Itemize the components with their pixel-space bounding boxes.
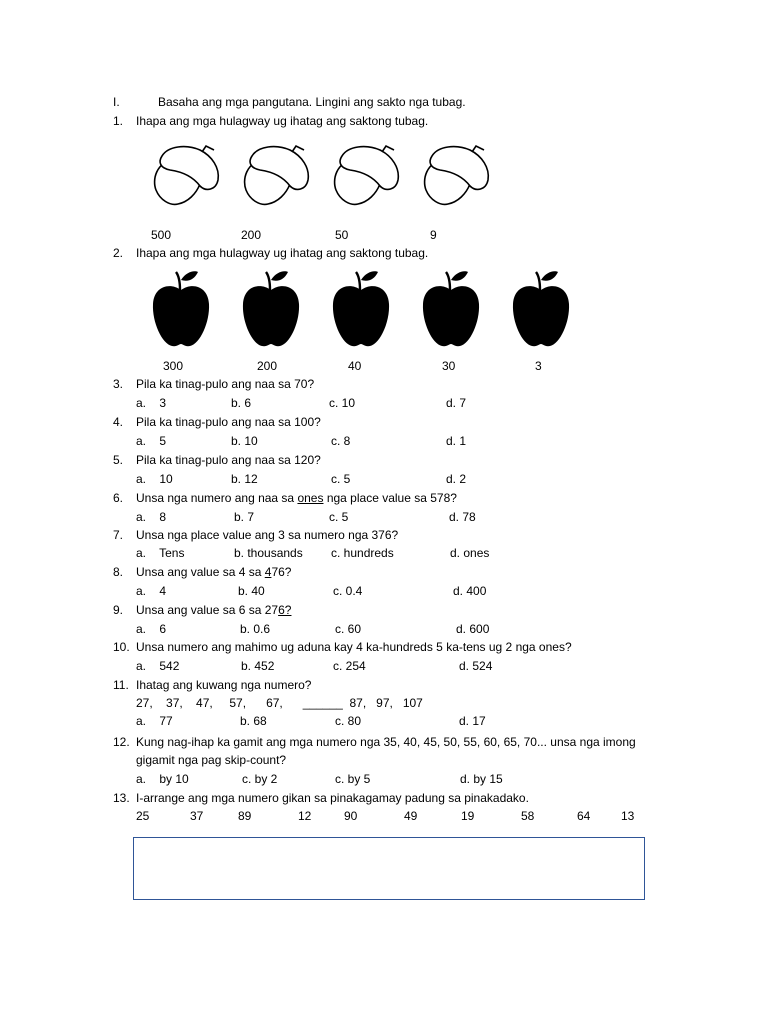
q11-sequence: 27, 37, 47, 57, 67, ______ 87, 97, 107 [136, 696, 423, 710]
q10-text: Unsa numero ang mahimo ug aduna kay 4 ka-hundreds 5 ka-tens ug 2 nga ones? [136, 640, 572, 654]
q3-text: Pila ka tinag-pulo ang naa sa 70? [136, 377, 315, 391]
q13-text: I-arrange ang mga numero gikan sa pinakagamay padung sa pinakadako. [136, 791, 529, 805]
q13-number: 13. [113, 791, 130, 805]
q4-number: 4. [113, 415, 124, 429]
q2-number: 2. [113, 246, 124, 260]
q6-option-c[interactable]: c. 5 [329, 510, 349, 524]
q13-number-item: 13 [621, 809, 635, 823]
q2-choice[interactable]: 200 [257, 359, 278, 373]
q10-option-b[interactable]: b. 452 [241, 659, 275, 673]
q13-number-item: 89 [238, 809, 252, 823]
q1-choice[interactable]: 500 [151, 228, 172, 242]
acorn-icon [155, 146, 219, 204]
q12-option-a[interactable]: a. by 10 [136, 772, 189, 786]
q13-number-item: 90 [344, 809, 358, 823]
q6-option-a[interactable]: a. 8 [136, 510, 167, 524]
q1-choice[interactable]: 200 [241, 228, 262, 242]
q8-text: Unsa ang value sa 4 sa 476? [136, 565, 292, 579]
q12-option-c[interactable]: c. by 5 [335, 772, 371, 786]
acorn-icon [335, 146, 399, 204]
q11-option-b[interactable]: b. 68 [240, 714, 267, 728]
q11-number: 11. [113, 678, 129, 692]
q11-option-d[interactable]: d. 17 [459, 714, 486, 728]
q1-choice[interactable]: 50 [335, 228, 349, 242]
acorn-icon [245, 146, 309, 204]
section-numeral: I. [113, 95, 120, 109]
q8-option-b[interactable]: b. 40 [238, 584, 265, 598]
q2-choice[interactable]: 300 [163, 359, 184, 373]
q9-option-a[interactable]: a. 6 [136, 622, 167, 636]
apple-icon [423, 271, 479, 346]
apple-row [145, 268, 585, 350]
q10-number: 10. [113, 640, 130, 654]
q9-option-c[interactable]: c. 60 [335, 622, 362, 636]
q8-option-a[interactable]: a. 4 [136, 584, 167, 598]
q7-option-d[interactable]: d. ones [450, 546, 490, 560]
apple-icon [243, 271, 299, 346]
q5-number: 5. [113, 453, 124, 467]
q8-option-c[interactable]: c. 0.4 [333, 584, 363, 598]
q3-option-c[interactable]: c. 10 [329, 396, 356, 410]
q1-choice[interactable]: 9 [430, 228, 437, 242]
q7-option-c[interactable]: c. hundreds [331, 546, 394, 560]
q4-option-d[interactable]: d. 1 [446, 434, 467, 448]
q7-text: Unsa nga place value ang 3 sa numero nga 376? [136, 528, 399, 542]
q6-text: Unsa nga numero ang naa sa ones nga place value sa 578? [136, 491, 457, 505]
acorn-row [140, 140, 500, 210]
q13-number-item: 58 [521, 809, 535, 823]
q1-text: Ihapa ang mga hulagway ug ihatag ang saktong tubag. [136, 114, 429, 128]
q7-option-a[interactable]: a. Tens [136, 546, 185, 560]
q4-option-b[interactable]: b. 10 [231, 434, 258, 448]
q5-option-b[interactable]: b. 12 [231, 472, 258, 486]
q6-number: 6. [113, 491, 124, 505]
q10-option-d[interactable]: d. 524 [459, 659, 493, 673]
q5-option-d[interactable]: d. 2 [446, 472, 467, 486]
underlined-digit: 6? [278, 603, 292, 617]
q3-option-b[interactable]: b. 6 [231, 396, 252, 410]
q10-option-c[interactable]: c. 254 [333, 659, 366, 673]
q3-option-d[interactable]: d. 7 [446, 396, 467, 410]
q8-number: 8. [113, 565, 124, 579]
q4-text: Pila ka tinag-pulo ang naa sa 100? [136, 415, 321, 429]
q5-option-c[interactable]: c. 5 [331, 472, 351, 486]
q13-number-item: 12 [298, 809, 312, 823]
q3-number: 3. [113, 377, 124, 391]
q5-option-a[interactable]: a. 10 [136, 472, 173, 486]
section-instruction: Basaha ang mga pangutana. Lingini ang sakto nga tubag. [158, 95, 466, 109]
q12-option-b[interactable]: c. by 2 [242, 772, 278, 786]
q11-option-c[interactable]: c. 80 [335, 714, 362, 728]
underlined-digit: 4 [264, 565, 272, 579]
q13-number-item: 19 [461, 809, 475, 823]
q5-text: Pila ka tinag-pulo ang naa sa 120? [136, 453, 321, 467]
acorn-icon [425, 146, 489, 204]
underlined-term: ones [297, 491, 324, 505]
q13-number-item: 64 [577, 809, 591, 823]
q9-option-d[interactable]: d. 600 [456, 622, 490, 636]
q2-text: Ihapa ang mga hulagway ug ihatag ang saktong tubag. [136, 246, 429, 260]
q13-number-item: 49 [404, 809, 418, 823]
q7-number: 7. [113, 528, 124, 542]
q10-option-a[interactable]: a. 542 [136, 659, 180, 673]
q13-number-item: 37 [190, 809, 204, 823]
q6-option-d[interactable]: d. 78 [449, 510, 476, 524]
q2-choice[interactable]: 3 [535, 359, 542, 373]
q2-choice[interactable]: 40 [348, 359, 362, 373]
q12-text: Kung nag-ihap ka gamit ang mga numero nga 35, 40, 45, 50, 55, 60, 65, 70... unsa nga imong [136, 735, 636, 749]
q9-text: Unsa ang value sa 6 sa 276? [136, 603, 292, 617]
q1-number: 1. [113, 114, 124, 128]
q8-option-d[interactable]: d. 400 [453, 584, 487, 598]
q9-number: 9. [113, 603, 124, 617]
q9-option-b[interactable]: b. 0.6 [240, 622, 271, 636]
q12-text-continued: gigamit nga pag skip-count? [136, 753, 287, 767]
q7-option-b[interactable]: b. thousands [234, 546, 303, 560]
q4-option-a[interactable]: a. 5 [136, 434, 167, 448]
q6-option-b[interactable]: b. 7 [234, 510, 255, 524]
apple-icon [153, 271, 209, 346]
q11-text: Ihatag ang kuwang nga numero? [136, 678, 312, 692]
answer-box[interactable] [133, 837, 645, 900]
q11-option-a[interactable]: a. 77 [136, 714, 173, 728]
q12-option-d[interactable]: d. by 15 [460, 772, 503, 786]
apple-icon [513, 271, 569, 346]
q12-number: 12. [113, 735, 130, 749]
q2-choice[interactable]: 30 [442, 359, 456, 373]
q13-number-item: 25 [136, 809, 150, 823]
apple-icon [333, 271, 389, 346]
q4-option-c[interactable]: c. 8 [331, 434, 351, 448]
q3-option-a[interactable]: a. 3 [136, 396, 167, 410]
